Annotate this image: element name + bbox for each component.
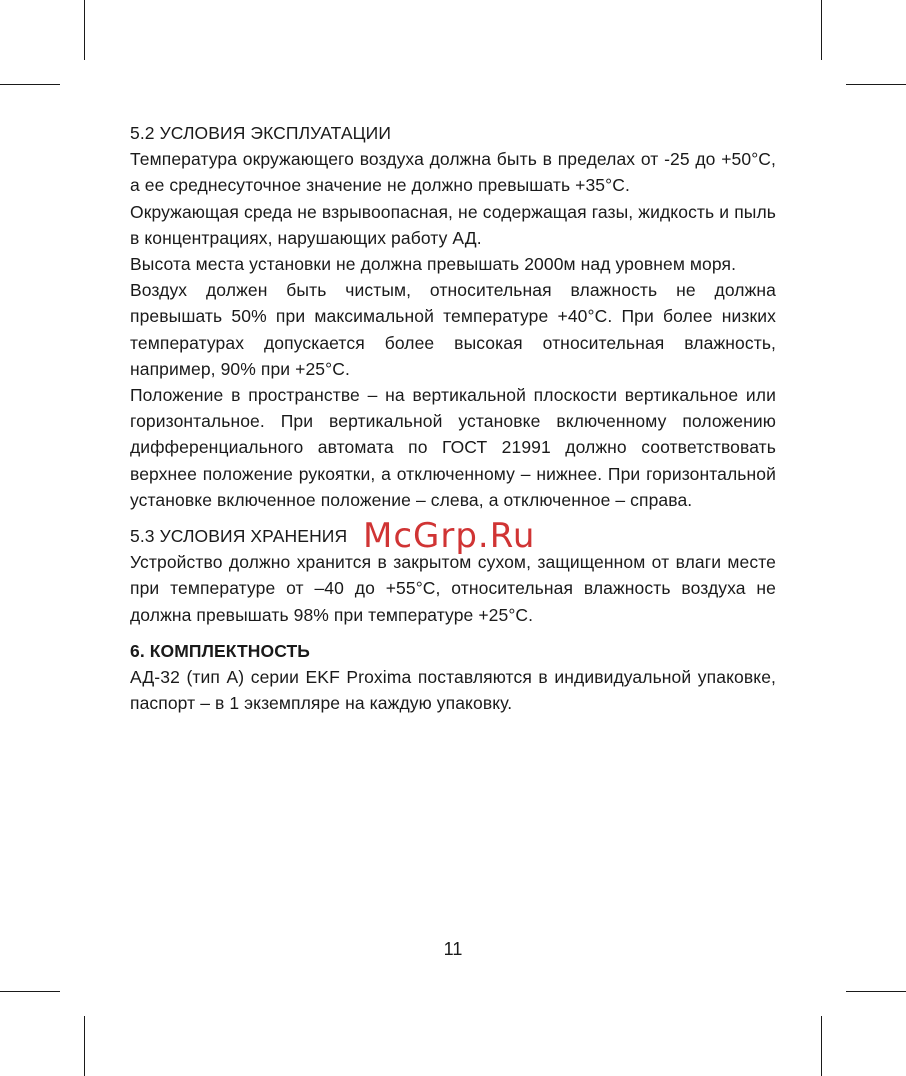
crop-mark-bottom-right-horizontal xyxy=(846,991,906,992)
paragraph-mounting-position: Положение в пространстве – на вертикальной плоскости вертикальное или горизонтальное. При вертикальной установке включенному положению дифференциального автомата по ГОСТ 21991 должно соответствовать верхнее положение рукоятки, а отключенному – нижнее. При горизонтальной установке включенное положение – слева, а отключенное – справа. xyxy=(130,385,776,510)
page-content xyxy=(130,120,776,716)
section-title-completeness: 6. КОМПЛЕКТНОСТЬ xyxy=(130,640,310,661)
crop-mark-top-left-vertical xyxy=(84,0,85,60)
paragraph-altitude: Высота места установки не должна превышать 2000м над уровнем моря. xyxy=(130,254,737,275)
crop-mark-bottom-left-vertical xyxy=(84,1016,85,1076)
crop-mark-top-right-vertical xyxy=(821,0,822,60)
paragraph-completeness: АД-32 (тип А) серии EKF Proxima поставляются в индивидуальной упаковке, паспорт – в 1 экземпляре на каждую упаковку. xyxy=(130,667,776,714)
paragraph-humidity: Воздух должен быть чистым, относительная влажность не должна превышать 50% при максимальной температуре +40°С. При более низких температурах допускается более высокая относительная влажность, например, 90% при +25°С. xyxy=(130,280,776,379)
watermark: McGrp.Ru xyxy=(363,516,536,556)
paragraph-temperature: Температура окружающего воздуха должна быть в пределах от -25 до +50°С, а ее среднесуточное значение не должно превышать +35°С. xyxy=(130,149,776,196)
crop-mark-top-right-horizontal xyxy=(846,84,906,85)
paragraph-environment: Окружающая среда не взрывоопасная, не содержащая газы, жидкость и пыль в концентрациях, нарушающих работу АД. xyxy=(130,201,776,248)
paragraph-storage: Устройство должно хранится в закрытом сухом, защищенном от влаги месте при температуре от –40 до +55°С, относительная влажность воздуха не должна превышать 98% при температуре +25°С. xyxy=(130,552,776,625)
section-title-storage-conditions: 5.3 УСЛОВИЯ ХРАНЕНИЯ xyxy=(130,526,348,547)
crop-mark-bottom-right-vertical xyxy=(821,1016,822,1076)
crop-mark-bottom-left-horizontal xyxy=(0,991,60,992)
crop-mark-top-left-horizontal xyxy=(0,84,60,85)
section-title-operating-conditions: 5.2 УСЛОВИЯ ЭКСПЛУАТАЦИИ xyxy=(130,123,392,143)
page-number: 11 xyxy=(443,939,463,959)
